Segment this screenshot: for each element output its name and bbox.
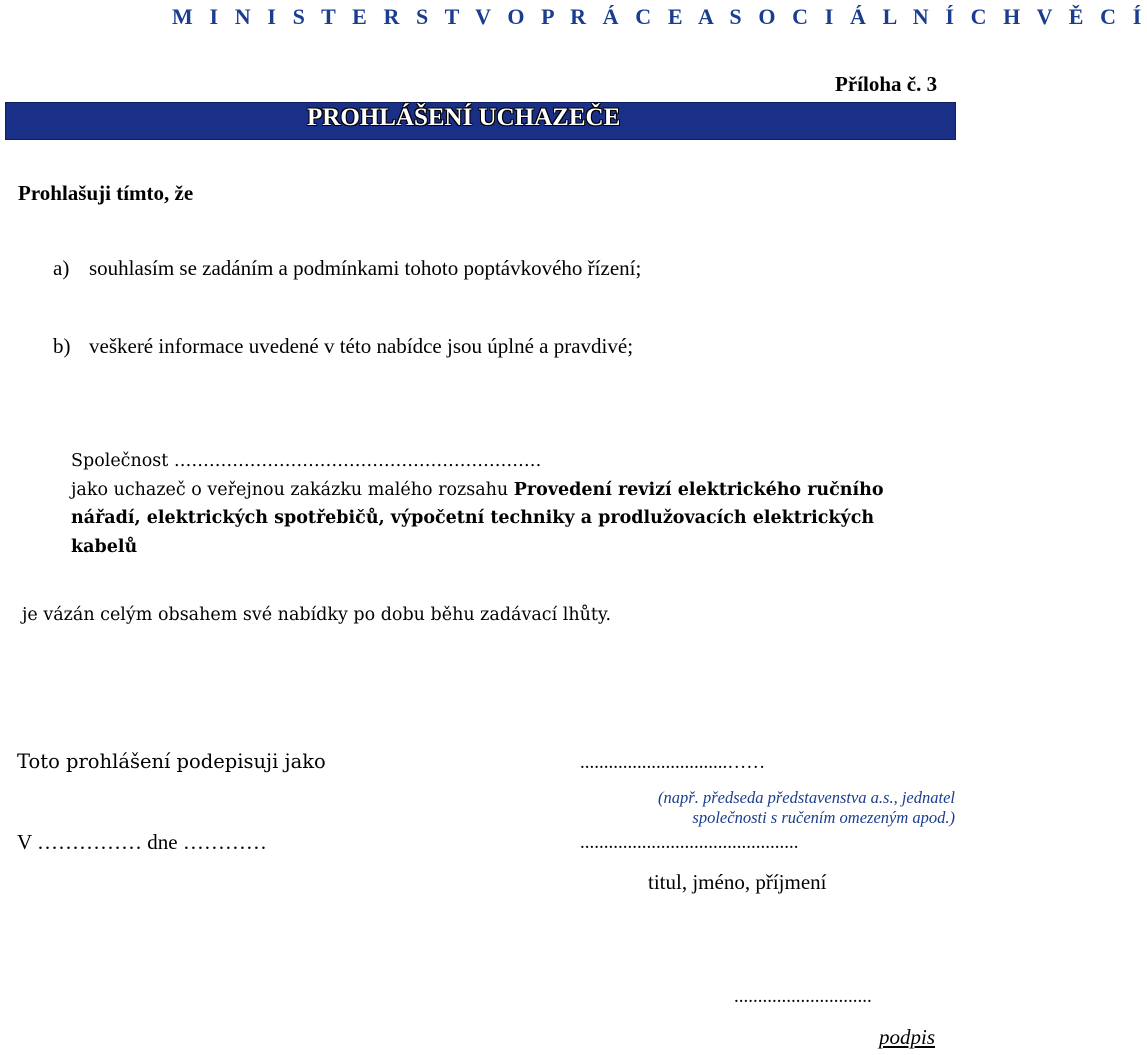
company-line — [71, 447, 901, 476]
signature-blank: ............................. — [734, 986, 872, 1007]
annex-label: Příloha č. 3 — [835, 72, 938, 96]
company-name-blank: ……………………………………………………… — [173, 451, 542, 471]
page-title: PROHLÁŠENÍ UCHAZEČE — [307, 104, 621, 131]
item-marker-b: b) — [53, 334, 71, 358]
role-hint: (např. předseda představenstva a.s., jednatel společnosti s ručením omezeným apod.) — [658, 788, 955, 827]
bound-statement: je vázán celým obsahem své nabídky po dobu běhu zadávací lhůty. — [22, 605, 612, 625]
declaration-intro: Prohlašuji tímto, že — [18, 181, 194, 205]
item-text-a: souhlasím se zadáním a podmínkami tohoto poptávkového řízení; — [89, 256, 642, 280]
company-statement — [71, 447, 901, 561]
sign-as-label: Toto prohlášení podepisuji jako — [17, 750, 326, 773]
item-marker-a: a) — [53, 256, 70, 280]
signature-label: podpis — [879, 1025, 936, 1049]
declaration-item-b — [53, 334, 633, 359]
name-label: titul, jméno, příjmení — [648, 870, 827, 894]
item-text-b: veškeré informace uvedené v této nabídce jsou úplné a pravdivé; — [89, 334, 634, 358]
company-label: Společnost — [71, 451, 169, 471]
contract-description — [71, 476, 901, 562]
name-blank: .............................................. — [580, 832, 799, 853]
place-date-line: V …………… dne ………… — [17, 830, 267, 854]
contract-prefix: jako uchazeč o veřejnou zakázku malého rozsahu — [71, 479, 509, 500]
declaration-item-a — [53, 256, 641, 281]
sign-as-blank: ...............................…… — [580, 752, 766, 773]
ministry-header: M I N I S T E R S T V O P R Á C E A S O C I Á L N Í C H V Ě C Í — [172, 4, 1147, 29]
contract-name: Provedení revizí elektrického ručního nářadí, elektrických spotřebičů, výpočetní techniky a prodlužovacích elektrických kabelů — [71, 479, 884, 557]
